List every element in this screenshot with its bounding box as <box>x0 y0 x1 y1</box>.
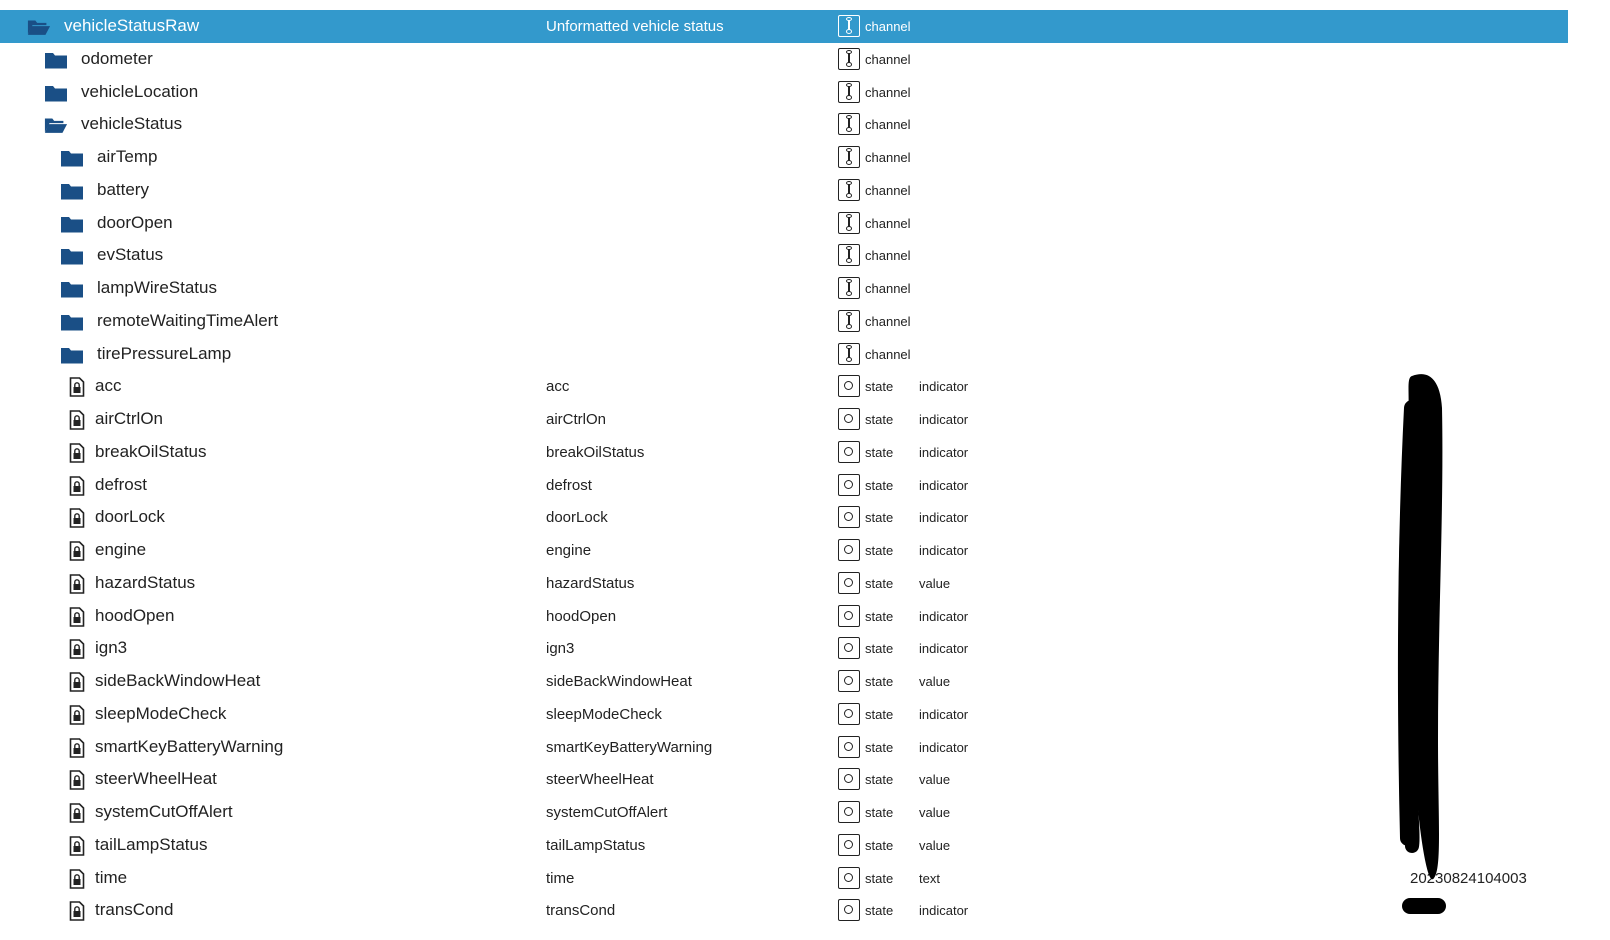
row-type: state <box>865 739 894 755</box>
tree-row[interactable] <box>0 829 1568 862</box>
row-name: evStatus <box>97 245 164 265</box>
state-icon <box>838 572 860 594</box>
tree-row[interactable] <box>0 174 1568 207</box>
tree-row[interactable] <box>0 796 1568 829</box>
file-lock-icon[interactable] <box>65 770 89 790</box>
tree-row[interactable] <box>0 272 1568 305</box>
row-type: channel <box>865 19 911 34</box>
file-lock-icon[interactable] <box>65 705 89 725</box>
channel-icon <box>838 244 860 266</box>
row-role: text <box>919 870 940 886</box>
row-description: hoodOpen <box>546 607 617 625</box>
row-type: channel <box>865 84 911 100</box>
channel-icon <box>838 277 860 299</box>
row-description: time <box>546 869 575 887</box>
row-type: channel <box>865 150 911 165</box>
row-role: indicator <box>919 543 969 558</box>
tree-row[interactable] <box>0 207 1568 240</box>
row-name: airCtrlOn <box>95 409 164 428</box>
channel-icon <box>838 15 860 37</box>
row-type: state <box>865 706 894 722</box>
tree-row[interactable] <box>0 632 1568 665</box>
row-description: tailLampStatus <box>546 836 646 854</box>
tree-row[interactable] <box>0 469 1568 502</box>
folder-icon[interactable] <box>60 181 84 201</box>
folder-icon[interactable] <box>60 148 84 168</box>
row-name: acc <box>95 376 122 396</box>
row-name: hazardStatus <box>95 572 196 592</box>
folder-open-icon[interactable] <box>44 115 68 135</box>
row-name: hoodOpen <box>95 605 175 625</box>
channel-icon <box>838 113 860 135</box>
row-type: state <box>865 510 894 526</box>
state-icon <box>838 605 860 627</box>
row-description: smartKeyBatteryWarning <box>546 738 713 756</box>
row-description: airCtrlOn <box>546 411 607 428</box>
file-lock-icon[interactable] <box>65 574 89 594</box>
tree-row[interactable] <box>0 600 1568 633</box>
row-type: channel <box>865 51 911 67</box>
row-role: value <box>919 805 951 820</box>
row-type: channel <box>865 346 911 362</box>
tree-row[interactable] <box>0 141 1568 174</box>
row-name: vehicleLocation <box>81 81 199 101</box>
channel-icon <box>838 146 860 168</box>
state-icon <box>838 441 860 463</box>
file-lock-icon[interactable] <box>65 410 89 430</box>
state-icon <box>838 703 860 725</box>
row-name: defrost <box>95 474 147 494</box>
row-description: Unformatted vehicle status <box>546 18 724 35</box>
row-role: value <box>919 772 951 788</box>
row-type: state <box>865 772 894 788</box>
row-name: steerWheelHeat <box>95 769 217 789</box>
tree-row[interactable] <box>0 76 1568 109</box>
row-type: state <box>865 543 894 558</box>
row-name: time <box>95 867 128 887</box>
row-type: state <box>865 641 894 657</box>
tree-row[interactable] <box>0 567 1568 600</box>
row-type: state <box>865 608 894 624</box>
row-type: state <box>865 837 894 853</box>
folder-icon[interactable] <box>44 50 68 70</box>
folder-icon[interactable] <box>44 83 68 103</box>
file-lock-icon[interactable] <box>65 443 89 463</box>
row-role: indicator <box>919 477 969 493</box>
folder-open-icon[interactable] <box>27 17 51 37</box>
tree-row[interactable] <box>0 862 1568 895</box>
file-lock-icon[interactable] <box>65 476 89 496</box>
state-icon <box>838 408 860 430</box>
file-lock-icon[interactable] <box>65 869 89 889</box>
tree-row[interactable] <box>0 10 1568 43</box>
row-role: indicator <box>919 706 969 722</box>
row-type: channel <box>865 313 911 329</box>
state-icon <box>838 736 860 758</box>
row-name: airTemp <box>97 147 158 166</box>
row-description: sleepModeCheck <box>546 705 662 723</box>
file-lock-icon[interactable] <box>65 836 89 856</box>
row-name: transCond <box>95 900 174 920</box>
row-role: indicator <box>919 608 969 624</box>
row-type: state <box>865 412 894 427</box>
row-name: doorOpen <box>97 212 173 232</box>
row-name: lampWireStatus <box>97 278 217 297</box>
state-icon <box>838 867 860 889</box>
redaction-scribble <box>1390 368 1460 918</box>
row-name: remoteWaitingTimeAlert <box>97 310 279 330</box>
state-icon <box>838 834 860 856</box>
row-type: state <box>865 870 894 886</box>
file-lock-icon[interactable] <box>65 607 89 627</box>
state-icon <box>838 539 860 561</box>
file-lock-icon[interactable] <box>65 377 89 397</box>
state-icon <box>838 637 860 659</box>
state-icon <box>838 801 860 823</box>
row-description: ign3 <box>546 640 575 658</box>
tree-row[interactable] <box>0 501 1568 534</box>
row-type: state <box>865 903 894 919</box>
tree-row[interactable] <box>0 403 1568 436</box>
row-name: doorLock <box>95 507 165 527</box>
channel-icon <box>838 212 860 234</box>
folder-icon[interactable] <box>60 246 84 266</box>
row-description: defrost <box>546 476 592 494</box>
row-role: indicator <box>919 641 969 657</box>
row-description: hazardStatus <box>546 574 635 592</box>
row-type: channel <box>865 281 911 296</box>
row-name: battery <box>97 179 149 199</box>
row-name: sleepModeCheck <box>95 703 227 723</box>
row-name: tailLampStatus <box>95 834 208 854</box>
tree-row[interactable] <box>0 534 1568 567</box>
row-description: breakOilStatus <box>546 443 645 461</box>
row-role: value <box>919 837 951 853</box>
row-name: tirePressureLamp <box>97 343 232 363</box>
channel-icon <box>838 179 860 201</box>
tree-row[interactable] <box>0 338 1568 371</box>
folder-icon[interactable] <box>60 345 84 365</box>
row-type: channel <box>865 182 911 198</box>
row-role: value <box>919 674 951 689</box>
row-role: indicator <box>919 379 969 395</box>
channel-icon <box>838 310 860 332</box>
tree-row[interactable] <box>0 665 1568 698</box>
row-name: smartKeyBatteryWarning <box>95 736 284 756</box>
row-role: value <box>919 575 951 591</box>
file-lock-icon[interactable] <box>65 672 89 692</box>
tree-row[interactable] <box>0 731 1568 764</box>
tree-row[interactable] <box>0 370 1568 403</box>
state-icon <box>838 474 860 496</box>
file-lock-icon[interactable] <box>65 508 89 528</box>
row-type: state <box>865 674 894 689</box>
row-type: state <box>865 805 894 820</box>
row-description: steerWheelHeat <box>546 771 654 789</box>
row-name: sideBackWindowHeat <box>95 671 261 690</box>
row-role: indicator <box>919 739 969 755</box>
row-description: systemCutOffAlert <box>546 804 668 821</box>
row-description: sideBackWindowHeat <box>546 673 692 690</box>
row-name: ign3 <box>95 638 128 658</box>
file-lock-icon[interactable] <box>65 541 89 561</box>
tree-row[interactable] <box>0 763 1568 796</box>
tree-row[interactable] <box>0 43 1568 76</box>
row-name: odometer <box>81 48 153 68</box>
row-value[interactable]: 20230824104003 <box>1410 869 1527 887</box>
row-name: vehicleStatusRaw <box>64 16 200 35</box>
state-icon <box>838 506 860 528</box>
row-type: state <box>865 379 894 395</box>
channel-icon <box>838 48 860 70</box>
row-name: engine <box>95 540 147 559</box>
state-icon <box>838 768 860 790</box>
state-icon <box>838 899 860 921</box>
row-name: vehicleStatus <box>81 114 183 134</box>
row-type: state <box>865 575 894 591</box>
state-icon <box>838 375 860 397</box>
tree-row[interactable] <box>0 698 1568 731</box>
row-type: channel <box>865 117 911 133</box>
row-type: channel <box>865 215 911 231</box>
row-description: acc <box>546 378 570 396</box>
row-type: state <box>865 444 894 460</box>
tree-row[interactable] <box>0 436 1568 469</box>
row-role: indicator <box>919 903 969 919</box>
folder-icon[interactable] <box>60 214 84 234</box>
row-description: transCond <box>546 902 616 920</box>
tree-row-partially-visible[interactable] <box>0 0 1568 6</box>
file-lock-icon[interactable] <box>65 738 89 758</box>
state-icon <box>838 670 860 692</box>
tree-row[interactable] <box>0 108 1568 141</box>
file-lock-icon[interactable] <box>65 803 89 823</box>
file-lock-icon[interactable] <box>65 901 89 921</box>
row-name: systemCutOffAlert <box>95 802 233 821</box>
row-role: indicator <box>919 444 969 460</box>
file-lock-icon[interactable] <box>65 639 89 659</box>
row-type: channel <box>865 248 911 264</box>
channel-icon <box>838 81 860 103</box>
tree-row[interactable] <box>0 305 1568 338</box>
folder-icon[interactable] <box>60 312 84 332</box>
row-type: state <box>865 477 894 493</box>
row-role: indicator <box>919 412 969 427</box>
folder-icon[interactable] <box>60 279 84 299</box>
tree-row[interactable] <box>0 894 1568 927</box>
channel-icon <box>838 343 860 365</box>
tree-row[interactable] <box>0 239 1568 272</box>
row-description: engine <box>546 542 592 559</box>
row-name: breakOilStatus <box>95 441 207 461</box>
row-description: doorLock <box>546 509 608 527</box>
row-role: indicator <box>919 510 969 526</box>
